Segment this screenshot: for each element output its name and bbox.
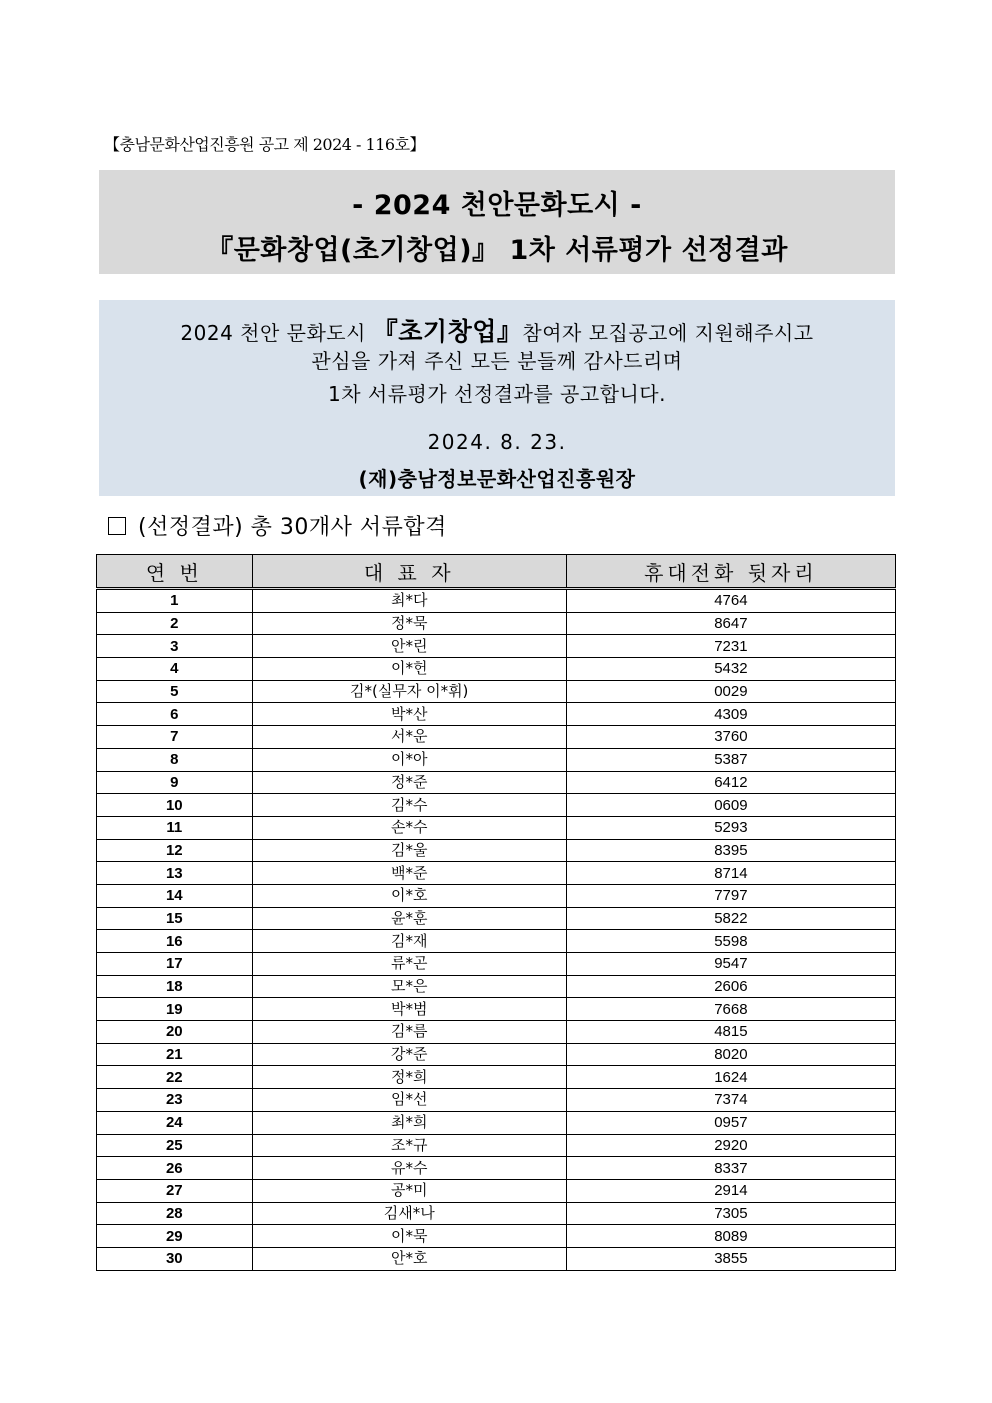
phone-last-digits: 5387: [566, 748, 895, 771]
phone-last-digits: 4815: [566, 1021, 895, 1044]
table-row: [97, 1111, 896, 1134]
representative-name: 서*운: [252, 726, 566, 749]
representative-name: 김*수: [252, 794, 566, 817]
row-number: 2: [97, 612, 253, 635]
table-row: [97, 862, 896, 885]
table-row: [97, 1134, 896, 1157]
row-number: 1: [97, 589, 253, 613]
phone-last-digits: 3760: [566, 726, 895, 749]
phone-last-digits: 6412: [566, 771, 895, 794]
row-number: 21: [97, 1043, 253, 1066]
table-row: [97, 748, 896, 771]
representative-name: 조*규: [252, 1134, 566, 1157]
phone-last-digits: 7797: [566, 884, 895, 907]
issuer-name: (재)충남정보문화산업진흥원장: [358, 467, 636, 491]
phone-last-digits: 8020: [566, 1043, 895, 1066]
intro-line-1: [99, 312, 895, 348]
phone-last-digits: 8395: [566, 839, 895, 862]
table-row: [97, 1089, 896, 1112]
row-number: 4: [97, 658, 253, 681]
representative-name: 이*호: [252, 884, 566, 907]
representative-name: 이*아: [252, 748, 566, 771]
table-row: [97, 953, 896, 976]
row-number: 5: [97, 680, 253, 703]
representative-name: 김새*나: [252, 1202, 566, 1225]
representative-name: 최*희: [252, 1111, 566, 1134]
row-number: 19: [97, 998, 253, 1021]
row-number: 7: [97, 726, 253, 749]
row-number: 16: [97, 930, 253, 953]
representative-name: 이*헌: [252, 658, 566, 681]
row-number: 30: [97, 1247, 253, 1270]
representative-name: 공*미: [252, 1179, 566, 1202]
phone-last-digits: 4309: [566, 703, 895, 726]
phone-last-digits: 4764: [566, 589, 895, 613]
intro-line-2: 관심을 가져 주신 모든 분들께 감사드리며: [311, 349, 683, 373]
phone-last-digits: 0029: [566, 680, 895, 703]
representative-name: 이*묵: [252, 1225, 566, 1248]
notice-number: 【충남문화산업진흥원 공고 제 2024 - 116호】: [104, 135, 426, 154]
representative-name: 백*준: [252, 862, 566, 885]
phone-last-digits: 7231: [566, 635, 895, 658]
row-number: 25: [97, 1134, 253, 1157]
intro-line-3: 1차 서류평가 선정결과를 공고합니다.: [328, 382, 666, 406]
phone-last-digits: 0957: [566, 1111, 895, 1134]
representative-name: 손*수: [252, 816, 566, 839]
phone-last-digits: 8647: [566, 612, 895, 635]
phone-last-digits: 8089: [566, 1225, 895, 1248]
representative-name: 모*은: [252, 975, 566, 998]
table-row: [97, 1066, 896, 1089]
phone-last-digits: 5598: [566, 930, 895, 953]
table-row: [97, 839, 896, 862]
representative-name: 정*희: [252, 1066, 566, 1089]
phone-last-digits: 2920: [566, 1134, 895, 1157]
representative-name: 윤*훈: [252, 907, 566, 930]
representative-name: 안*호: [252, 1247, 566, 1270]
title-line-2: 『문화창업(초기창업)』 1차 서류평가 선정결과: [206, 235, 788, 266]
title-line-1: - 2024 천안문화도시 -: [352, 190, 642, 221]
table-row: [97, 907, 896, 930]
table-row: [97, 703, 896, 726]
intro-line-1-before: 2024 천안 문화도시: [180, 321, 373, 345]
table-row: [97, 1157, 896, 1180]
phone-last-digits: 7668: [566, 998, 895, 1021]
table-header-row: [97, 555, 896, 589]
results-table: [96, 554, 896, 1271]
header-representative: 대 표 자: [252, 555, 566, 589]
table-row: [97, 794, 896, 817]
representative-name: 류*곤: [252, 953, 566, 976]
section-heading: [108, 510, 447, 541]
phone-last-digits: 2914: [566, 1179, 895, 1202]
row-number: 29: [97, 1225, 253, 1248]
table-row: [97, 589, 896, 613]
phone-last-digits: 2606: [566, 975, 895, 998]
intro-program-name: 『초기창업』: [372, 317, 523, 346]
representative-name: 김*울: [252, 839, 566, 862]
table-row: [97, 1247, 896, 1270]
row-number: 28: [97, 1202, 253, 1225]
header-number: 연 번: [97, 555, 253, 589]
table-row: [97, 816, 896, 839]
phone-last-digits: 5293: [566, 816, 895, 839]
phone-last-digits: 7305: [566, 1202, 895, 1225]
representative-name: 유*수: [252, 1157, 566, 1180]
phone-last-digits: 8714: [566, 862, 895, 885]
phone-last-digits: 5822: [566, 907, 895, 930]
table-row: [97, 930, 896, 953]
table-row: [97, 612, 896, 635]
table-row: [97, 1043, 896, 1066]
representative-name: 정*묵: [252, 612, 566, 635]
table-row: [97, 1179, 896, 1202]
row-number: 27: [97, 1179, 253, 1202]
table-row: [97, 726, 896, 749]
phone-last-digits: 8337: [566, 1157, 895, 1180]
phone-last-digits: 0609: [566, 794, 895, 817]
row-number: 6: [97, 703, 253, 726]
section-heading-text: (선정결과) 총 30개사 서류합격: [138, 515, 447, 540]
representative-name: 정*준: [252, 771, 566, 794]
phone-last-digits: 3855: [566, 1247, 895, 1270]
row-number: 18: [97, 975, 253, 998]
row-number: 13: [97, 862, 253, 885]
representative-name: 임*선: [252, 1089, 566, 1112]
table-row: [97, 1202, 896, 1225]
table-row: [97, 884, 896, 907]
row-number: 9: [97, 771, 253, 794]
representative-name: 최*다: [252, 589, 566, 613]
row-number: 26: [97, 1157, 253, 1180]
representative-name: 김*재: [252, 930, 566, 953]
table-row: [97, 635, 896, 658]
phone-last-digits: 7374: [566, 1089, 895, 1112]
table-row: [97, 771, 896, 794]
header-phone-last-digits: 휴대전화 뒷자리: [566, 555, 895, 589]
representative-name: 김*(실무자 이*휘): [252, 680, 566, 703]
table-row: [97, 680, 896, 703]
table-row: [97, 1021, 896, 1044]
row-number: 14: [97, 884, 253, 907]
representative-name: 안*린: [252, 635, 566, 658]
representative-name: 박*산: [252, 703, 566, 726]
row-number: 15: [97, 907, 253, 930]
row-number: 3: [97, 635, 253, 658]
row-number: 8: [97, 748, 253, 771]
checkbox-icon: [108, 517, 126, 535]
intro-box: [99, 300, 895, 496]
title-banner: [99, 170, 895, 274]
row-number: 24: [97, 1111, 253, 1134]
row-number: 22: [97, 1066, 253, 1089]
announcement-date: 2024. 8. 23.: [427, 430, 567, 454]
phone-last-digits: 9547: [566, 953, 895, 976]
table-row: [97, 1225, 896, 1248]
row-number: 11: [97, 816, 253, 839]
representative-name: 김*름: [252, 1021, 566, 1044]
row-number: 10: [97, 794, 253, 817]
phone-last-digits: 1624: [566, 1066, 895, 1089]
representative-name: 박*범: [252, 998, 566, 1021]
row-number: 12: [97, 839, 253, 862]
table-row: [97, 998, 896, 1021]
row-number: 20: [97, 1021, 253, 1044]
phone-last-digits: 5432: [566, 658, 895, 681]
intro-line-1-after: 참여자 모집공고에 지원해주시고: [522, 321, 814, 345]
table-row: [97, 975, 896, 998]
row-number: 17: [97, 953, 253, 976]
row-number: 23: [97, 1089, 253, 1112]
table-row: [97, 658, 896, 681]
representative-name: 강*준: [252, 1043, 566, 1066]
